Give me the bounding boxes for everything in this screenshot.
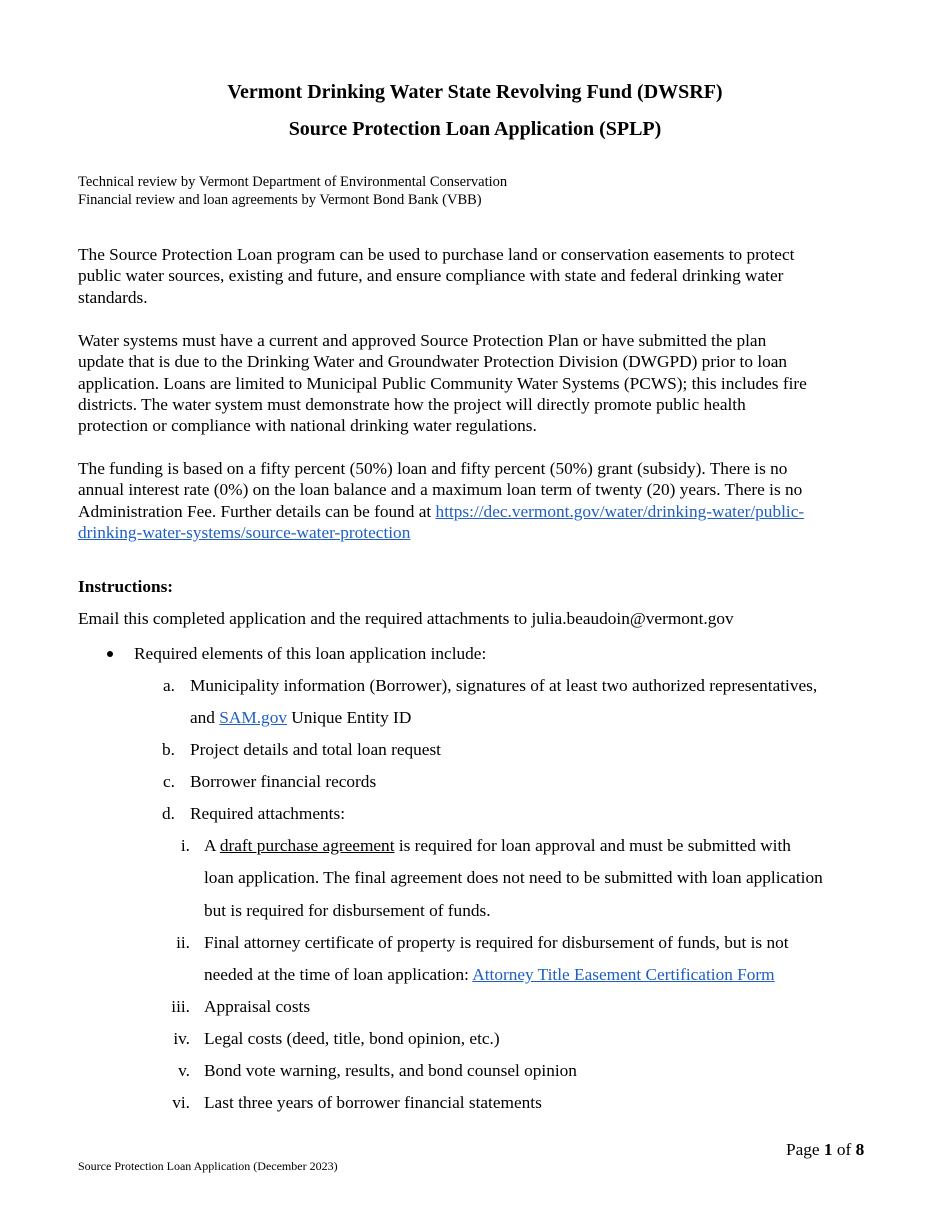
intro-paragraph-3 (78, 458, 878, 543)
technical-review-text: Technical review by Vermont Department of Environmental Conservation (78, 174, 508, 190)
attachment-i-line-2: loan application. The final agreement does not need to be submitted with loan application (204, 868, 823, 887)
paragraph-line: annual interest rate (0%) on the loan balance and a maximum loan term of twenty (20) years. There is no (78, 480, 803, 500)
list-marker: vi. (172, 1093, 190, 1112)
list-marker: d. (162, 804, 175, 823)
page-label: Page (786, 1140, 824, 1159)
sam-gov-link[interactable]: SAM.gov (219, 708, 287, 727)
paragraph-line: application. Loans are limited to Municipal Public Community Water Systems (PCWS); this includes fire (78, 373, 807, 393)
intro-paragraph-2 (78, 330, 878, 436)
paragraph-line: update that is due to the Drinking Water and Groundwater Protection Division (DWGPD) prior to loan (78, 352, 788, 372)
list-marker: c. (163, 772, 175, 791)
paragraph-line (78, 522, 878, 543)
paragraph-line: The Source Protection Loan program can be used to purchase land or conservation easements to protect (78, 245, 795, 264)
paragraph-line (78, 501, 878, 522)
item-text: and (190, 708, 220, 727)
paragraph-text: Administration Fee. Further details can be found at (78, 501, 436, 521)
footer-note: Source Protection Loan Application (December 2023) (78, 1159, 338, 1173)
attachment-iii-text: Appraisal costs (204, 997, 311, 1016)
bullet-icon (107, 651, 113, 657)
item-text: Unique Entity ID (286, 708, 412, 727)
source-water-protection-link-cont[interactable]: drinking-water-systems/source-water-protection (78, 522, 411, 542)
list-marker: ii. (176, 933, 190, 952)
attachment-iv-text: Legal costs (deed, title, bond opinion, etc.) (204, 1029, 500, 1048)
paragraph-line: public water sources, existing and future, and ensure compliance with state and federal drinking water (78, 266, 784, 286)
instructions-heading: Instructions: (78, 577, 174, 596)
item-d-text: Required attachments: (190, 804, 345, 823)
attachment-v-text: Bond vote warning, results, and bond counsel opinion (204, 1061, 577, 1080)
page-current: 1 (823, 1140, 833, 1159)
intro-paragraph-1 (78, 244, 878, 308)
required-elements-text: Required elements of this loan application include: (134, 644, 487, 663)
list-marker: a. (163, 676, 175, 695)
financial-review-text: Financial review and loan agreements by Vermont Bond Bank (VBB) (78, 192, 482, 208)
paragraph-line: standards. (78, 287, 148, 307)
attachment-i-line-3: but is required for disbursement of funds. (204, 901, 491, 920)
item-text: is required for loan approval and must be submitted with (394, 836, 791, 855)
page-of: of (832, 1140, 856, 1159)
attachment-i-line-1 (204, 835, 791, 856)
email-instruction: Email this completed application and the required attachments to julia.beaudoin@vermont.gov (78, 609, 734, 628)
item-a-line-2 (190, 707, 411, 728)
paragraph-line: protection or compliance with national drinking water regulations. (78, 416, 537, 436)
review-info (78, 173, 507, 209)
item-b-text: Project details and total loan request (190, 740, 441, 759)
attorney-title-form-link[interactable]: Attorney Title Easement Certification Form (472, 965, 775, 984)
paragraph-line: Water systems must have a current and approved Source Protection Plan or have submitted the plan (78, 331, 767, 350)
list-marker: iii. (171, 997, 190, 1016)
item-text: needed at the time of loan application: (204, 965, 473, 984)
list-marker: i. (180, 836, 190, 855)
item-a-line-1: Municipality information (Borrower), signatures of at least two authorized representatives, (190, 676, 818, 695)
paragraph-line: The funding is based on a fifty percent (50%) loan and fifty percent (50%) grant (subsidy). There is no (78, 459, 788, 478)
paragraph-line: districts. The water system must demonstrate how the project will directly promote public health (78, 394, 746, 414)
attachment-ii-line-1: Final attorney certificate of property is required for disbursement of funds, but is not (204, 933, 789, 952)
page-number (786, 1139, 864, 1160)
attachment-vi-text: Last three years of borrower financial statements (204, 1093, 542, 1112)
item-c-text: Borrower financial records (190, 772, 377, 791)
item-text: A (204, 836, 220, 855)
page-total: 8 (855, 1140, 865, 1159)
list-marker: v. (178, 1061, 190, 1080)
attachment-ii-line-2 (204, 964, 775, 985)
list-marker: iv. (173, 1029, 190, 1048)
source-water-protection-link[interactable]: https://dec.vermont.gov/water/drinking-water/public- (435, 501, 805, 521)
list-marker: b. (162, 740, 175, 759)
draft-purchase-agreement-text: draft purchase agreement (219, 836, 395, 855)
title-line-2: Source Protection Loan Application (SPLP) (288, 118, 662, 140)
title-line-1: Vermont Drinking Water State Revolving Fund (DWSRF) (227, 81, 723, 103)
